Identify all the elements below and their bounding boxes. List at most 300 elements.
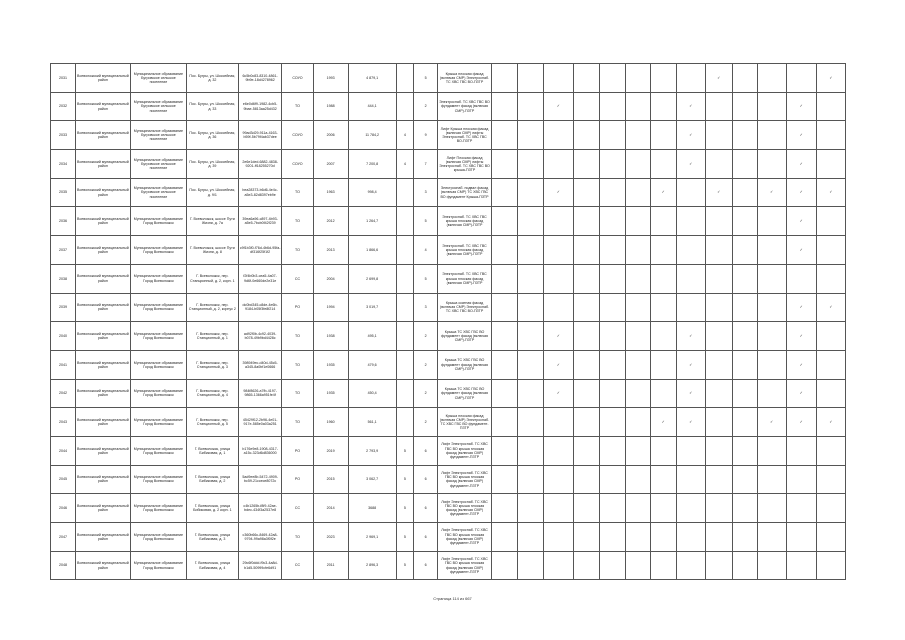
area-cell: 2 969,1 [348, 523, 396, 552]
floors-cell: 9 [414, 121, 438, 150]
address-cell: Пос. Бугры, ул. Шоссейная, д. 33 [186, 92, 238, 121]
floors-cell: 3 [414, 178, 438, 207]
municipality-cell: Муниципальное образование Бугровское сельское поселение [130, 150, 186, 179]
works-list-cell: Электроснаб. ТС ХВС ГВС крыша плоская фасад (включая СМР)-ПЗТР [438, 236, 492, 265]
district-cell: Всеволожский муниципальный район [75, 121, 130, 150]
address-cell: Г. Всеволожск, пер. Станционный, д. 3 [186, 350, 238, 379]
check-cell [517, 293, 543, 322]
table-row [51, 379, 846, 408]
municipality-cell: Муниципальное образование Город Всеволожск [130, 236, 186, 265]
check-cell [543, 264, 573, 293]
lifts-count-cell [396, 92, 414, 121]
check-cell [573, 350, 599, 379]
check-cell [517, 92, 543, 121]
check-cell [599, 494, 625, 523]
guid-cell: c360b66c-8469-42a8-9794-99a98a3f0f2e [238, 523, 282, 552]
check-cell [573, 264, 599, 293]
checkmark-icon: ✓ [799, 333, 803, 338]
check-cell [786, 523, 816, 552]
checkmark-icon: ✓ [689, 419, 693, 424]
check-cell [599, 207, 625, 236]
address-cell: Пос. Бугры, ул. Шоссейная, д. 32 [186, 64, 238, 93]
works-list-cell: Электроснаб. ТС ХВС ГВС крыша плоская фасад (включая СМР)-ПЗТР [438, 207, 492, 236]
table-row [51, 322, 846, 351]
works-list-cell: Электроснаб. ТС ХВС ГВС крыша плоская фасад (включая СМР)-ПЗТР [438, 264, 492, 293]
management-type-cell: ТО [282, 408, 313, 437]
guid-cell: 2e6e1ded-6882-4838-9201-ff18255270d [238, 150, 282, 179]
check-cell [786, 121, 816, 150]
year-cell: 1935 [313, 350, 348, 379]
check-cell [517, 121, 543, 150]
row-number: 2043 [51, 408, 76, 437]
check-cell [517, 523, 543, 552]
year-cell: 1994 [313, 293, 348, 322]
check-cell [705, 150, 732, 179]
check-cell [650, 178, 676, 207]
check-cell [650, 322, 676, 351]
check-cell [599, 92, 625, 121]
check-cell [816, 408, 845, 437]
check-cell [599, 379, 625, 408]
check-cell [816, 150, 845, 179]
check-cell [517, 178, 543, 207]
check-cell [573, 551, 599, 580]
municipality-cell: Муниципальное образование Город Всеволожск [130, 322, 186, 351]
check-cell [732, 322, 757, 351]
district-cell: Всеволожский муниципальный район [75, 92, 130, 121]
check-cell [757, 408, 786, 437]
check-cell [492, 64, 518, 93]
year-cell: 2023 [313, 523, 348, 552]
check-cell [757, 379, 786, 408]
check-cell [786, 264, 816, 293]
district-cell: Всеволожский муниципальный район [75, 379, 130, 408]
checkmark-icon: ✓ [799, 190, 803, 195]
row-number: 2035 [51, 178, 76, 207]
check-cell [625, 64, 650, 93]
municipality-cell: Муниципальное образование Бугровское сельское поселение [130, 121, 186, 150]
check-cell [625, 178, 650, 207]
check-cell [676, 523, 705, 552]
floors-cell: 6 [414, 436, 438, 465]
check-cell [676, 379, 705, 408]
check-cell [732, 436, 757, 465]
row-number: 2037 [51, 236, 76, 265]
guid-cell: 984f8626-a7fb-4197-9865-1366a951fe4f [238, 379, 282, 408]
lifts-count-cell: 5 [396, 523, 414, 552]
check-cell [599, 322, 625, 351]
check-cell [625, 436, 650, 465]
lifts-count-cell: 5 [396, 436, 414, 465]
check-cell [676, 494, 705, 523]
check-cell [786, 178, 816, 207]
row-number: 2032 [51, 92, 76, 121]
area-cell: 561,1 [348, 408, 396, 437]
check-cell [676, 322, 705, 351]
lifts-count-cell [396, 350, 414, 379]
check-cell [786, 350, 816, 379]
works-list-cell: Крыша плоская фасад (включая СМР) Электроснаб. ТС ХВС ГВС ВО фундамент-ПЗТР [438, 408, 492, 437]
check-cell [599, 523, 625, 552]
check-cell [492, 121, 518, 150]
row-number: 2033 [51, 121, 76, 150]
municipality-cell: Муниципальное образование Город Всеволожск [130, 350, 186, 379]
year-cell: 2019 [313, 436, 348, 465]
check-cell [543, 293, 573, 322]
check-cell [650, 436, 676, 465]
management-type-cell: ТО [282, 92, 313, 121]
works-list-cell: Крыша ТС ХВС ГВС ВО фундамент фасад (включая СМР)-ПЗТР [438, 350, 492, 379]
register-table [50, 63, 846, 580]
table-row [51, 264, 846, 293]
check-cell [492, 264, 518, 293]
floors-cell: 2 [414, 408, 438, 437]
check-cell [625, 523, 650, 552]
check-cell [492, 379, 518, 408]
check-cell [650, 264, 676, 293]
row-number: 2038 [51, 264, 76, 293]
address-cell: Пос. Бугры, ул. Шоссейная, д. 39 [186, 150, 238, 179]
check-cell [650, 150, 676, 179]
municipality-cell: Муниципальное образование Город Всеволожск [130, 293, 186, 322]
checkmark-icon: ✓ [689, 133, 693, 138]
management-type-cell: РО [282, 436, 313, 465]
check-cell [705, 379, 732, 408]
management-type-cell: ТО [282, 236, 313, 265]
management-type-cell: ТО [282, 207, 313, 236]
municipality-cell: Муниципальное образование Город Всеволожск [130, 408, 186, 437]
guid-cell: e6e0d6f9-1982-4cb5-9bae-5813aa25d432 [238, 92, 282, 121]
table-row [51, 523, 846, 552]
check-cell [517, 465, 543, 494]
check-cell [492, 207, 518, 236]
row-number: 2047 [51, 523, 76, 552]
guid-cell: c4b1265b-f8f9-42ae-bdec-434f3a2537e8 [238, 494, 282, 523]
check-cell [517, 264, 543, 293]
district-cell: Всеволожский муниципальный район [75, 178, 130, 207]
floors-cell: 4 [414, 236, 438, 265]
check-cell [786, 64, 816, 93]
guid-cell: 39ea6a96-c897-4b93-a5e5-7bcb0f42f239 [238, 207, 282, 236]
check-cell [599, 264, 625, 293]
guid-cell: b176e9e8-1908-4317-a15c-323d6d836000 [238, 436, 282, 465]
floors-cell: 6 [414, 523, 438, 552]
check-cell [543, 408, 573, 437]
guid-cell: ad92f0b-4c92-4039-b078-49b9bd4428c [238, 322, 282, 351]
lifts-count-cell [396, 408, 414, 437]
area-cell: 2 699,8 [348, 264, 396, 293]
check-cell [573, 436, 599, 465]
checkmark-icon: ✓ [799, 133, 803, 138]
page-footer: Страница 114 из 667 [433, 596, 472, 601]
check-cell [676, 293, 705, 322]
check-cell [786, 551, 816, 580]
row-number: 2042 [51, 379, 76, 408]
check-cell [573, 92, 599, 121]
check-cell [573, 236, 599, 265]
check-cell [573, 121, 599, 150]
address-cell: Г. Всеволожск, улица Бибиковая, д. 4 [186, 551, 238, 580]
check-cell [650, 494, 676, 523]
check-cell [573, 379, 599, 408]
check-cell [676, 178, 705, 207]
check-cell [676, 236, 705, 265]
guid-cell: 6c5b0c83-8310-4861-9b9e-18d4278962 [238, 64, 282, 93]
address-cell: Г. Всеволожск, шоссе Пути Жизни, д. 8 [186, 236, 238, 265]
check-cell [732, 551, 757, 580]
works-list-cell: Крыша скатная фасад (включая СМР) Электроснаб. ТС ХВС ГВС ВО-ПЗТР [438, 293, 492, 322]
lifts-count-cell [396, 322, 414, 351]
check-cell [816, 551, 845, 580]
check-cell [757, 64, 786, 93]
check-cell [676, 64, 705, 93]
checkmark-icon: ✓ [770, 190, 774, 195]
year-cell: 1938 [313, 322, 348, 351]
checkmark-icon: ✓ [717, 190, 721, 195]
check-cell [650, 379, 676, 408]
guid-cell: 29c6f0ddd-f9c3-4a8d-b1d5-50999cfe6d91 [238, 551, 282, 580]
checkmark-icon: ✓ [799, 219, 803, 224]
address-cell: Г. Всеволожск, шоссе Пути Жизни, д. 7а [186, 207, 238, 236]
table-row [51, 121, 846, 150]
works-list-cell: Электроснаб. ТС ХВС ГВС ВО фундамент фасад (включая СМР)-ПЗТР [438, 92, 492, 121]
check-cell [816, 236, 845, 265]
check-cell [757, 207, 786, 236]
check-cell [543, 207, 573, 236]
floors-cell: 6 [414, 551, 438, 580]
check-cell [705, 494, 732, 523]
municipality-cell: Муниципальное образование Город Всеволожск [130, 465, 186, 494]
municipality-cell: Муниципальное образование Город Всеволожск [130, 207, 186, 236]
check-cell [757, 236, 786, 265]
year-cell: 1993 [313, 64, 348, 93]
municipality-cell: Муниципальное образование Город Всеволожск [130, 494, 186, 523]
address-cell: Г. Всеволожск, улица Бибиковая, д. 2 корп. 1 [186, 494, 238, 523]
check-cell [650, 236, 676, 265]
check-cell [786, 322, 816, 351]
check-cell [705, 465, 732, 494]
check-cell [786, 150, 816, 179]
check-cell [705, 207, 732, 236]
works-list-cell: Лифт Электроснаб. ТС ХВС ГВС ВО крыша плоская фасад (включая СМР) фундамент-ПЗТР [438, 465, 492, 494]
checkmark-icon: ✓ [799, 305, 803, 310]
works-list-cell: Лифт Крыша плоская фасад (включая СМР) лифты Электроснаб. ТС ХВС ГВС ВО-ПЗТР [438, 121, 492, 150]
check-cell [732, 465, 757, 494]
check-cell [573, 293, 599, 322]
check-cell [786, 236, 816, 265]
check-cell [543, 236, 573, 265]
lifts-count-cell: 4 [396, 150, 414, 179]
checkmark-icon: ✓ [556, 190, 560, 195]
check-cell [705, 350, 732, 379]
check-cell [732, 350, 757, 379]
check-cell [517, 494, 543, 523]
table-row [51, 436, 846, 465]
checkmark-icon: ✓ [661, 419, 665, 424]
checkmark-icon: ✓ [556, 362, 560, 367]
check-cell [599, 236, 625, 265]
area-cell: 1 264,7 [348, 207, 396, 236]
guid-cell: bea28373-b6d6-4e4c-a5e3-82d8397eb9e [238, 178, 282, 207]
year-cell: 2006 [313, 121, 348, 150]
guid-cell: 45429f12-2b96-4e01-917e-585e0a03a251 [238, 408, 282, 437]
lifts-count-cell [396, 178, 414, 207]
check-cell [492, 293, 518, 322]
check-cell [676, 436, 705, 465]
check-cell [732, 150, 757, 179]
area-cell: 495,1 [348, 322, 396, 351]
check-cell [705, 408, 732, 437]
check-cell [625, 350, 650, 379]
table-row [51, 207, 846, 236]
management-type-cell: ТО [282, 178, 313, 207]
check-cell [676, 350, 705, 379]
check-cell [676, 207, 705, 236]
lifts-count-cell: 5 [396, 551, 414, 580]
area-cell: 479,6 [348, 350, 396, 379]
check-cell [650, 207, 676, 236]
checkmark-icon: ✓ [556, 104, 560, 109]
district-cell: Всеволожский муниципальный район [75, 408, 130, 437]
check-cell [757, 121, 786, 150]
district-cell: Всеволожский муниципальный район [75, 207, 130, 236]
check-cell [816, 465, 845, 494]
check-cell [732, 523, 757, 552]
check-cell [625, 207, 650, 236]
check-cell [625, 379, 650, 408]
area-cell: 450,4 [348, 379, 396, 408]
lifts-count-cell: 5 [396, 494, 414, 523]
check-cell [705, 121, 732, 150]
check-cell [732, 92, 757, 121]
management-type-cell: СОУО [282, 150, 313, 179]
check-cell [816, 264, 845, 293]
check-cell [625, 236, 650, 265]
works-list-cell: Крыша ТС ХВС ГВС ВО фундамент фасад (включая СМР)-ПЗТР [438, 379, 492, 408]
row-number: 2044 [51, 436, 76, 465]
guid-cell: 99ad3d29-911a-4163-b59f-5b79f4ab37dee [238, 121, 282, 150]
check-cell [492, 436, 518, 465]
check-cell [543, 64, 573, 93]
checkmark-icon: ✓ [717, 75, 721, 80]
address-cell: Г. Всеволожск, пер. Станционный, д. 4 [186, 379, 238, 408]
check-cell [816, 293, 845, 322]
row-number: 2046 [51, 494, 76, 523]
district-cell: Всеволожский муниципальный район [75, 551, 130, 580]
check-cell [492, 92, 518, 121]
lifts-count-cell: 4 [396, 121, 414, 150]
address-cell: Г. Всеволожск, пер. Станционный, д. 1 [186, 322, 238, 351]
table-row [51, 465, 846, 494]
year-cell: 2012 [313, 207, 348, 236]
check-cell [705, 436, 732, 465]
year-cell: 2013 [313, 236, 348, 265]
check-cell [757, 523, 786, 552]
lifts-count-cell [396, 379, 414, 408]
area-cell: 3688 [348, 494, 396, 523]
year-cell: 2007 [313, 150, 348, 179]
check-cell [650, 551, 676, 580]
check-cell [786, 92, 816, 121]
check-cell [757, 465, 786, 494]
management-type-cell: СОУО [282, 121, 313, 150]
check-cell [676, 92, 705, 121]
address-cell: Пос. Бугры, ул. Шоссейная, д. 9/1 [186, 178, 238, 207]
check-cell [543, 350, 573, 379]
municipality-cell: Муниципальное образование Город Всеволожск [130, 436, 186, 465]
year-cell: 1988 [313, 92, 348, 121]
row-number: 2031 [51, 64, 76, 93]
floors-cell: 2 [414, 322, 438, 351]
area-cell: 3 019,7 [348, 293, 396, 322]
area-cell: 7 200,8 [348, 150, 396, 179]
checkmark-icon: ✓ [799, 419, 803, 424]
checkmark-icon: ✓ [799, 104, 803, 109]
check-cell [599, 465, 625, 494]
check-cell [732, 494, 757, 523]
check-cell [786, 207, 816, 236]
check-cell [625, 121, 650, 150]
check-cell [757, 178, 786, 207]
checkmark-icon: ✓ [799, 362, 803, 367]
management-type-cell: СОУО [282, 64, 313, 93]
checkmark-icon: ✓ [829, 75, 833, 80]
municipality-cell: Муниципальное образование Город Всеволожск [130, 551, 186, 580]
check-cell [732, 293, 757, 322]
management-type-cell: ТО [282, 523, 313, 552]
check-cell [543, 121, 573, 150]
floors-cell: 2 [414, 92, 438, 121]
check-cell [543, 92, 573, 121]
row-number: 2036 [51, 207, 76, 236]
check-cell [543, 551, 573, 580]
area-cell: 2 793,9 [348, 436, 396, 465]
check-cell [599, 350, 625, 379]
check-cell [650, 293, 676, 322]
row-number: 2041 [51, 350, 76, 379]
area-cell: 11 784,2 [348, 121, 396, 150]
works-list-cell: Лифт Электроснаб. ТС ХВС ГВС ВО крыша плоская фасад (включая СМР) фундамент-ПЗТР [438, 551, 492, 580]
check-cell [705, 264, 732, 293]
address-cell: Г. Всеволожск, пер. Станционный, д. 2, корпус 2 [186, 293, 238, 322]
check-cell [757, 92, 786, 121]
check-cell [705, 322, 732, 351]
floors-cell: 6 [414, 465, 438, 494]
lifts-count-cell [396, 64, 414, 93]
works-list-cell: Лифт Плоская фасад (включая СМР) лифты Электроснаб. ТС ХВС ГВС ВО крыша-ПЗТР [438, 150, 492, 179]
municipality-cell: Муниципальное образование Бугровское сельское поселение [130, 178, 186, 207]
check-cell [650, 92, 676, 121]
check-cell [543, 494, 573, 523]
guid-cell: f2f4b0b3-cea5-4a07-9d6f-0e660de2e31e [238, 264, 282, 293]
checkmark-icon: ✓ [689, 104, 693, 109]
check-cell [757, 350, 786, 379]
management-type-cell: ТО [282, 379, 313, 408]
check-cell [816, 64, 845, 93]
district-cell: Всеволожский муниципальный район [75, 523, 130, 552]
check-cell [492, 551, 518, 580]
address-cell: Г. Всеволожск, пер. Станционный, д. 2, корп. 1 [186, 264, 238, 293]
district-cell: Всеволожский муниципальный район [75, 64, 130, 93]
check-cell [816, 121, 845, 150]
checkmark-icon: ✓ [829, 190, 833, 195]
check-cell [543, 379, 573, 408]
check-cell [705, 236, 732, 265]
check-cell [757, 551, 786, 580]
check-cell [517, 150, 543, 179]
works-list-cell: Лифт Электроснаб. ТС ХВС ГВС ВО крыша плоская фасад (включая СМР) фундамент-ПЗТР [438, 436, 492, 465]
floors-cell: 2 [414, 379, 438, 408]
